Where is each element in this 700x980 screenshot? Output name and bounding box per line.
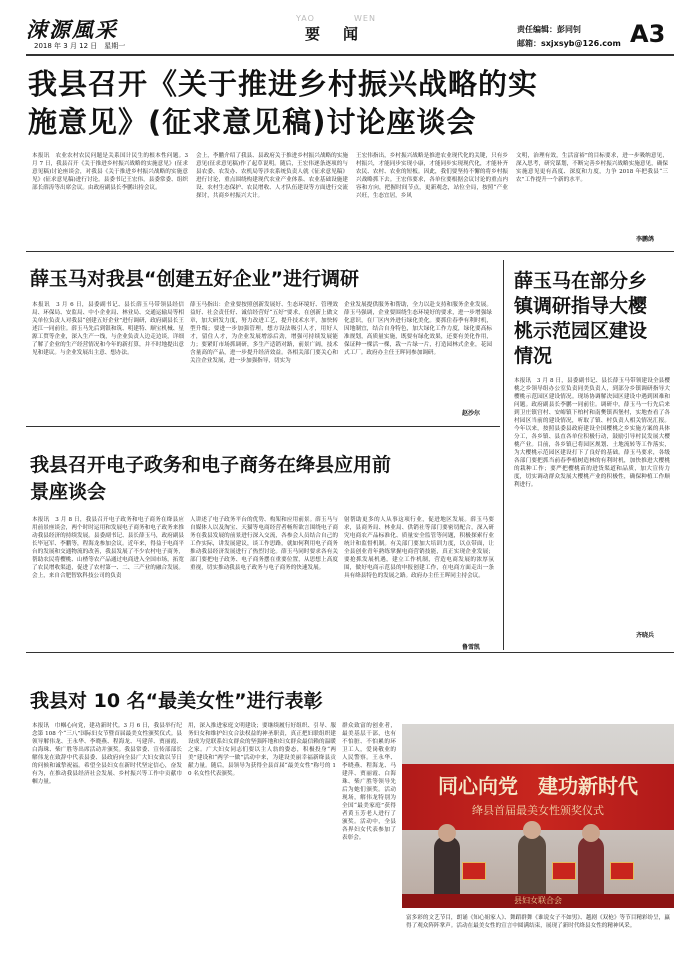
- section-pinyin-right: WEN: [354, 14, 376, 23]
- award-certificate: [552, 862, 576, 880]
- paper-name: 涑源風采: [26, 17, 118, 42]
- article4-author: 鲁雪凯: [462, 644, 481, 651]
- article5-title: 我县对 10 名“最美女性”进行表彰: [30, 690, 323, 712]
- article4-col3: 射帮助更多的人从事这项行业，促进地区发展。薛玉马要求，县商务局、林业局、供销社等部门要密切配合，深入研究电商农产品标准化、质量安全监管等问题，积极探索行业统计和监督机制。有关部门要加大培训力度，以点带面，让全县创业青年熟练掌握电商营销技能，真正实现企业发展；要抢抓发展机遇，建立工作机制，营造电商发展的浓厚氛围，做好电商示范县的申报创建工作，在电商方面走出一条具有绛县特色的发展之路。政府办主任王晖同主持会议。: [344, 517, 494, 579]
- page-number: A3: [630, 20, 666, 48]
- date-line: 2018 年 3 月 12 日 星期一: [34, 42, 126, 50]
- section-pinyin-left: YAO: [296, 14, 315, 23]
- right-column-divider: [503, 260, 504, 650]
- article3-body: 本报讯 3 月 8 日，县委副书记、县长薛玉马带领建设全县樱桃之乡领导组办公室负责同美负责人，到部分乡镇调研指导大樱桃示范园区建设情况。现场协调解决园区建设中遇到困难和问题。政府副县长李鹏一同前往。调研中，薛玉马一行先后来到卫庄镇宫村、安峪镇下柏村和南樊镇西堡村，实地查看了各村园区当前的建设情况，听取了镇、村负责人相关情况汇报。今年以来，按照县委县政府建设全国樱桃之乡实施方案的具体分工，各乡镇、县直各单位积极行动，鼓励引导村民发展大樱桃产业。目前，各乡镇已将园区规划、土地流转等工作落实，为大樱桃示范园区建设打下了良好的基础。薛玉马要求，各级各部门要把抓当前春季植树造林的有利时机，加快推进大樱桃的栽种工作；要严把樱桃苗的进货渠道和品质，加大宣传力度，切实调动群众发展大樱桃产业的积极性，确保种植工作顺利进行。: [514, 378, 670, 488]
- article1-col4: 文明，治理有效，生活富裕”的目标要求，进一步吸纳意见，深入思考，研究谋划，不断完善乡村振兴战略实施意见，确保实施意见更有高度、深度和力度，力争 2018 年把我县“三农”工作提升一个新的水平。: [516, 153, 668, 183]
- article4-col1: 本报讯 3 月 8 日，我县召开电子政务和电子商务在绛县应用前景座谈会，两个时时运用和发展电子商务和电子政务来推动我县经济的持续发展。县委副书记、县长薛玉马，政府副县长毕冠军、李鹏等，程海龙参加会议。近年来，得益于电商平台的发展和交通物流的改善，我县发展了不少农村电子商务，帮助农民将樱桃、山楂等农产品通过电商进入全国市场，拓宽了农民增收渠道，促进了农村第一、二、三产业的融合发展。会上，来自合肥智软科技公司的负责: [32, 517, 184, 579]
- article2-title: 薛玉马对我县“创建五好企业”进行调研: [30, 268, 359, 290]
- email-line: 邮箱：sxjxsyb@126.com: [517, 39, 621, 48]
- article5-col2: 用，深入推进家庭文明建设；要继续履行好组织、引导、服务妇女和维护妇女合法权益的神圣职责，真正把妇联组织建设成为党联系妇女群众的坚强阵地和妇女群众最信赖的温暖之家。广大妇女同志们要以主人翁的姿态，积极投身“两美”建设和“两学一做”活动中来，为建设美丽幸福新绛县贡献力量。随后，县领导为获得全县首届“最美女性”称号的 10 名女性代表颁奖。: [188, 723, 336, 777]
- person-figure: [523, 821, 541, 839]
- article2-col3: 企业发展提供服务和帮助，全力以赴支持和服务企业发展。薛玉马强调，企业要围绕生态环境好的要求，进一步增强绿化意识，在厂区内外进行绿化美化。要抓住春季有利时机，因地制宜，结合自身特色，加大绿化工作力度，绿化要高标准规划，高质量实施，既要有绿化效果，还要有美化作用，保证种一棵活一棵，栽一片绿一片，打造园林式企业，花园式工厂。政府办主任王晖同参加调研。: [344, 302, 492, 356]
- article2-col2: 薛玉马指出：企业要按照创新发展好、生态环境好、管理效益好、社会责任好、诚信经营好“五好”要求，在创新上做文章，加大研发力度，努力改进工艺，提升技术水平，加快转型升级；要进一步加强管理，想方设法吸引人才，用好人才，留住人才，为企业发展增添后劲，增强可持续发展能力；要紧盯市场抓调研，多生产适销对路，前景广阔，技术含量高的产品，进一步提升经济效益。各相关部门要关心和关注企业发展，进一步加强指导，切实为: [190, 302, 338, 364]
- article4-bottom-rule: [26, 652, 674, 653]
- article3-title-line3: 桃示范园区建设: [514, 320, 648, 342]
- photo-banner-text: 同心向党 建功新时代: [438, 774, 638, 798]
- article2-col1: 本报讯 3 月 6 日，县委副书记、县长薛玉马带领县经信局、环保局、安监局、中小企业局、林业局、交通运输局等相关单位负责人对我县“创建五好企业”进行调研，政府副县长王述江一同前往。薛玉马先后到银和筑、明建特、顺宝机械、星源工贸等企业，深入生产一线，与企业负责人边走边谈，详细了解了企业的生产经营情况和今年的新打算，并不时地提出意见和建议。与企业发展出主意、想办法。: [32, 302, 184, 356]
- article2-author: 赵沙尔: [462, 410, 481, 417]
- article3-title-line2: 镇调研指导大樱: [514, 295, 648, 317]
- award-certificate: [462, 862, 486, 880]
- award-certificate: [610, 862, 634, 880]
- article4-title-line1: 我县召开电子政务和电子商务在绛县应用前: [30, 454, 392, 476]
- award-photo: [402, 724, 674, 908]
- person-figure: [438, 824, 456, 842]
- article4-col2: 人讲述了电子政务平台的优势、构架和应用前景。薛玉马与自媒体人以及淘宝、天猫等电商经营者畅所欲言围绕电子商务在我县发展的前景进行深入交流，各参会人员结合自己的工作实际，讲发展建议，谈工作思路，就如何利用电子商务推动我县经济发展进行了热烈讨论。薛玉马同时要求各有关部门要把电子政务、电子商务摆在重要位置，从思想上高度重视，切实推动我县电子政务与电子商务的快速发展。: [190, 517, 338, 571]
- editor-line: 责任编辑：彭同钊: [517, 25, 581, 34]
- article4-title-line2: 景座谈会: [30, 481, 107, 503]
- article1-title-line2: 施意见》(征求意见稿)讨论座谈会: [28, 105, 477, 139]
- article1-bottom-rule: [26, 251, 674, 252]
- photo-caption: 富多彩的文艺节目，朗诵《知心姐家人》、舞蹈群舞《谁说女子不如男》、越剧《双枪》等节目精彩纷呈，赢得了观众阵阵掌声。活动在最美女性的宣言中圆满结束，展现了新时代绛县女性的精神风采。: [406, 915, 670, 929]
- article1-col1: 本报讯 农业农村农民问题是关系国计民生的根本性问题。3 月 7 日，我县召开《关于推进乡村振兴战略的实施意见》(征求意见稿)讨论座谈会，对我县《关于推进乡村振兴战略的实施意见》(征求意见稿)进行讨论。县委书记王宏伟，县委常委、组织部长薛涛等出席会议。由政府副县长李鹏出持会议。: [32, 153, 188, 191]
- article1-col3: 王宏伟指出，乡村振兴战略是推进农业现代化的关键，只有乡村振兴，才能同步实现小康，才能同步实现现代化，才能补齐农民、农村、农业的短板。因此，我们要坚持不懈的将乡村振兴战略抓下去。王宏伟要求，各单位要根据会议讨论的重点内容和方向，把握时间节点，更新观念，站位全局，按照“产业兴旺，生态宜居，乡风: [356, 153, 508, 199]
- header-rule: [26, 54, 674, 56]
- article1-col2: 会上，李鹏介绍了我县、县政府关于推进乡村振兴战略的实施意见(征求意见稿)作了起草说明。随后，王宏伟逐条逐项的与县农委、农发办、农机局等涉农系统负责人就《征求意见稿》进行讨论，重点围绕构建现代农业产业体系、农业基础设施建设、农村生态保护、农民增收、人才队伍建设等方面进行交流探讨，共商乡村振兴大计。: [196, 153, 348, 199]
- article3-author: 齐晓兵: [636, 632, 655, 639]
- photo-banner-subtext: 绛县首届最美女性颁奖仪式: [472, 804, 604, 817]
- article2-bottom-rule: [26, 426, 500, 427]
- article1-author: 李鹏鸽: [636, 236, 655, 243]
- article5-col3: 群众致富的创业者，最美基层干部，也有不怕脏、不怕累的环卫工人，爱岗敬业的人民警察。王永华、李晓燕、程海龙、马建萍、贾丽霞、白海珠、柴广胜等领导先后为她们颁奖。活动现场，解伟龙特别为全国“最美家庭”获得者黄玉芳老人进行了颁奖。活动中，全县各界妇女代表参加了表彰会。: [342, 723, 396, 841]
- article3-title-line4: 情况: [514, 345, 553, 367]
- article3-title-line1: 薛玉马在部分乡: [514, 270, 648, 292]
- section-title: 要 闻: [305, 25, 363, 43]
- photo-stage-text: 县妇女联合会: [514, 896, 562, 905]
- article1-title-line1: 我县召开《关于推进乡村振兴战略的实: [28, 67, 539, 101]
- article5-col1: 本报讯 巾帼心向党，建功新时代。3 月 6 日，我县举行纪念第 108 个“三八”国际妇女节暨首届最美女性颁奖仪式。县领导解伟龙、王永华、李晓燕、程海龙、马建萍、贾丽霞、白海珠、柴广胜等出席活动并颁奖。我县常委、宣传部部长解伟龙在致辞中代表县委、县政府向全县广大妇女致以节日的问候和诚挚祝福。希望全县妇女在新时代坚定信心，奋发有为，在推动我县经济社会发展、乡村振兴等工作中贡献巾帼力量。: [32, 723, 182, 785]
- person-figure: [582, 824, 600, 842]
